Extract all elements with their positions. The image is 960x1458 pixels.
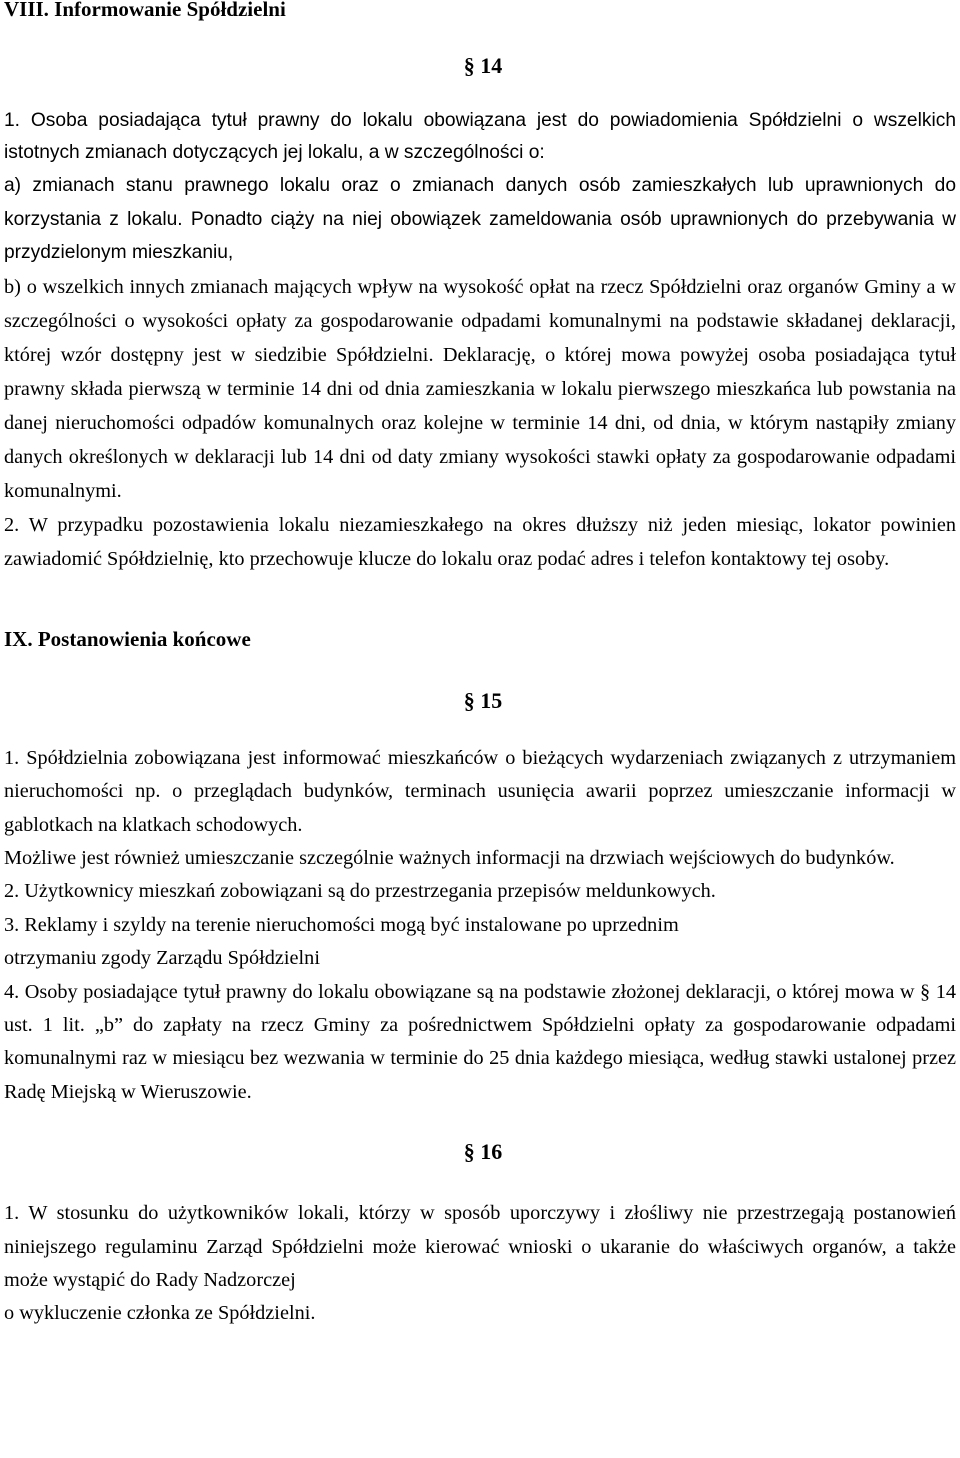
paragraph-ix-3 — [4, 875, 956, 908]
paragraph-ix-6-last — [4, 1297, 956, 1330]
paragraph-ix-5 — [4, 976, 956, 1110]
paragraph-viii-4 — [4, 508, 956, 576]
section-ix-body-2 — [4, 1197, 956, 1331]
paragraph-ix-5-text: 4. Osoby posiadające tytuł prawny do lokalu obowiązane są na podstawie złożonej deklaracji, o której mowa w § 14 ust. 1 lit. „b” do zapłaty na rzecz Gminy za pośrednictwem Spółdzielni opłaty za gospodarowanie odpadami komunalnymi raz w miesiącu bez wezwania w terminie do 25 dnia każdego miesiąca, według stawki ustalonej przez Radę Miejską w Wieruszowie. — [4, 980, 956, 1103]
paragraph-viii-2a: a) zmianach stanu prawnego lokalu oraz o zmianach danych osób zamieszkałych lub uprawnionych do korzystania z lokalu. — [4, 175, 956, 230]
paragraph-viii-3a: b) o wszelkich innych zmianach mających wpływ na wysokość opłat na rzecz Spółdzielni oraz organów Gminy a w szczególności o wysokości opłaty za gospodarowanie odpadami komunalnymi na podstawie składanej deklaracji, której wzór dostępny jest w siedzibie Spółdzielni. — [4, 275, 956, 366]
paragraph-ix-3-text: 2. Użytkownicy mieszkań zobowiązani są do przestrzegania przepisów meldunkowych. — [4, 880, 716, 903]
paragraph-ix-1-text: 1. Spółdzielnia zobowiązana jest informować mieszkańców o bieżących wydarzeniach związanych z utrzymaniem nieruchomości np. o przeglądach budynków, terminach usunięcia awarii poprzez umieszczanie informacji w gablotkach na klatkach schodowych. — [4, 746, 956, 836]
paragraph-sign-15: § 15 — [463, 687, 503, 713]
paragraph-viii-1-text: 1. Osoba posiadająca tytuł prawny do lokalu obowiązana jest do powiadomienia Spółdzielni o wszelkich istotnych zmianach dotyczących jej lokalu, a w szczególności o: — [4, 110, 956, 163]
paragraph-viii-3b: Deklarację, o której mowa powyżej osoba posiadająca tytuł prawny składa pierwszą w terminie 14 dni od dnia zamieszkania w lokalu pierwszego mieszkańca lub powstania na danej nieruchomości odpadów komunalnych oraz kolejne w terminie 14 dni, od dnia, w którym nastąpiły zmiany danych określonych w deklaracji lub 14 dni od daty zmiany wysokości stawki opłaty za gospodarowanie odpadami komunalnymi. — [4, 343, 956, 502]
paragraph-ix-2 — [4, 842, 956, 875]
paragraph-ix-1 — [4, 742, 956, 842]
paragraph-sign-14: § 14 — [463, 53, 503, 78]
paragraph-ix-6-text: 1. W stosunku do użytkowników lokali, którzy w sposób uporczywy i złośliwy nie przestrzegają postanowień niniejszego regulaminu Zarząd Spółdzielni może kierować wnioski o ukaranie do właściwych organów, a także może wystąpić do Rady Nadzorczej — [4, 1202, 956, 1292]
paragraph-sign-16: § 16 — [463, 1139, 503, 1165]
paragraph-viii-1 — [4, 105, 956, 169]
paragraph-ix-4-line1-text: 3. Reklamy i szyldy na terenie nieruchomości mogą być instalowane po uprzednim — [4, 913, 679, 936]
paragraph-viii-2b: Ponadto ciąży na niej obowiązek zameldowania osób uprawnionych do przebywania w przydzielonym mieszkaniu, — [4, 208, 957, 264]
heading-section-viii: VIII. Informowanie Spółdzielni — [4, 0, 286, 21]
paragraph-ix-2-text: Możliwe jest również umieszczanie szczególnie ważnych informacji na drzwiach wejściowych do budynków. — [4, 847, 895, 869]
paragraph-ix-6-last-text: o wykluczenie członka ze Spółdzielni. — [4, 1302, 316, 1325]
heading-section-ix: IX. Postanowienia końcowe — [4, 626, 251, 651]
paragraph-ix-6 — [4, 1197, 956, 1297]
section-ix-body — [4, 742, 956, 1109]
paragraph-viii-2 — [4, 169, 956, 270]
paragraph-ix-4-line2 — [4, 942, 956, 975]
paragraph-ix-4-line2-text: otrzymaniu zgody Zarządu Spółdzielni — [4, 947, 320, 970]
paragraph-viii-3 — [4, 270, 956, 508]
section-viii-body — [4, 105, 956, 576]
paragraph-ix-4-line1 — [4, 909, 956, 942]
paragraph-viii-4-text: 2. W przypadku pozostawienia lokalu niezamieszkałego na okres dłuższy niż jeden miesiąc, lokator powinien zawiadomić Spółdzielnię, kto przechowuje klucze do lokalu oraz podać adres i telefon kontaktowy tej osoby. — [4, 513, 956, 570]
